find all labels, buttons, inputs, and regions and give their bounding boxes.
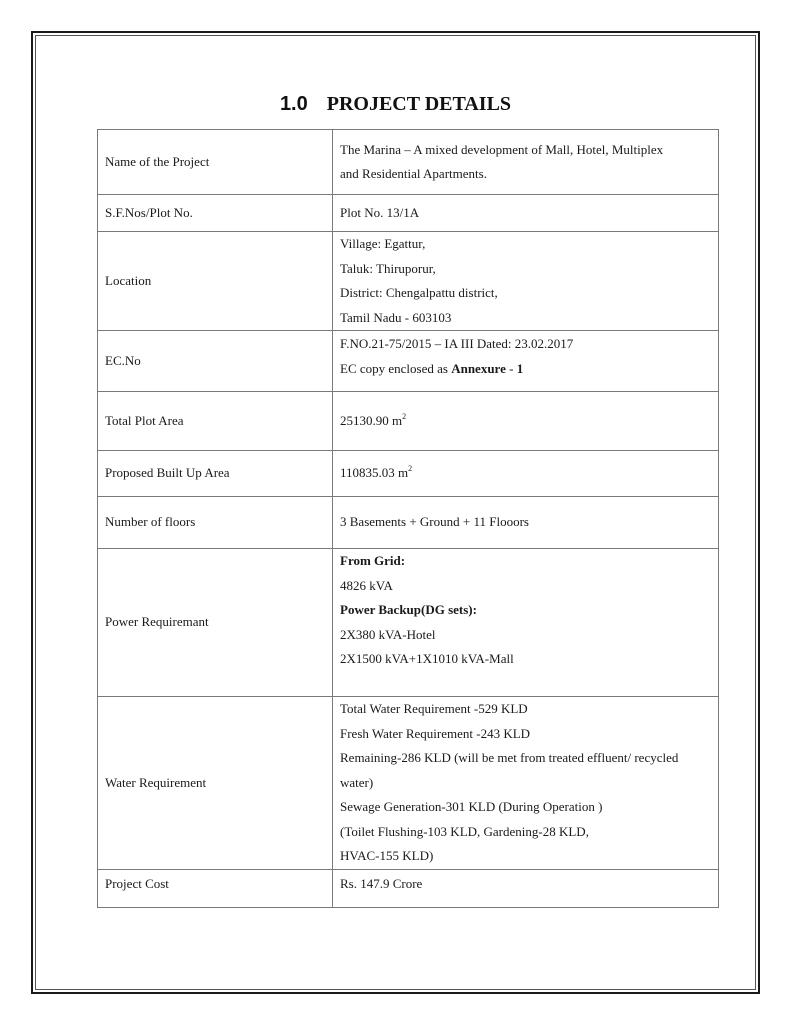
table-row bbox=[98, 392, 719, 451]
value-line: Sewage Generation-301 KLD (During Operation ) bbox=[340, 799, 603, 814]
grid-heading: From Grid: bbox=[340, 553, 406, 568]
table-row bbox=[98, 869, 719, 907]
section-title bbox=[0, 93, 791, 116]
backup-line: 2X1500 kVA+1X1010 kVA-Mall bbox=[340, 651, 514, 666]
annexure-separator: - bbox=[505, 360, 517, 376]
row-value bbox=[333, 392, 719, 451]
table-row bbox=[98, 331, 719, 392]
table-row bbox=[98, 497, 719, 549]
value-line bbox=[340, 357, 718, 382]
value-line: F.NO.21-75/2015 – IA III Dated: 23.02.2017 bbox=[340, 336, 574, 351]
row-label: Power Requiremant bbox=[98, 549, 333, 697]
row-label: Total Plot Area bbox=[98, 392, 333, 451]
value-line: Tamil Nadu - 603103 bbox=[340, 309, 452, 325]
row-value bbox=[333, 869, 719, 907]
row-value bbox=[333, 195, 719, 232]
row-label: Project Cost bbox=[98, 869, 333, 907]
area-value: 110835.03 m bbox=[340, 465, 409, 481]
row-label: Number of floors bbox=[98, 497, 333, 549]
value-line: Plot No. 13/1A bbox=[340, 204, 420, 220]
annexure-label: Annexure bbox=[451, 360, 506, 376]
value-line: HVAC-155 KLD) bbox=[340, 848, 434, 863]
row-label: EC.No bbox=[98, 331, 333, 392]
value-line: and Residential Apartments. bbox=[340, 166, 487, 181]
project-details-table bbox=[97, 129, 719, 908]
backup-heading: Power Backup(DG sets): bbox=[340, 602, 477, 617]
table-row bbox=[98, 549, 719, 697]
value-line: Rs. 147.9 Crore bbox=[340, 875, 423, 891]
table-row bbox=[98, 232, 719, 331]
row-value bbox=[333, 549, 719, 697]
value-line: 3 Basements + Ground + 11 Flooors bbox=[340, 514, 529, 530]
value-line: Village: Egattur, bbox=[340, 236, 426, 251]
row-value bbox=[333, 130, 719, 195]
unit-superscript: 2 bbox=[402, 411, 407, 421]
unit-superscript: 2 bbox=[408, 464, 413, 474]
row-value bbox=[333, 697, 719, 870]
value-line: water) bbox=[340, 774, 374, 790]
row-label: S.F.Nos/Plot No. bbox=[98, 195, 333, 232]
row-value bbox=[333, 497, 719, 549]
row-label: Water Requirement bbox=[98, 697, 333, 870]
row-label: Proposed Built Up Area bbox=[98, 451, 333, 497]
table-row bbox=[98, 195, 719, 232]
value-line: Fresh Water Requirement -243 KLD bbox=[340, 725, 531, 741]
table-row bbox=[98, 130, 719, 195]
value-line: The Marina – A mixed development of Mall, Hotel, Multiplex bbox=[340, 141, 664, 157]
area-value: 25130.90 m bbox=[340, 412, 403, 428]
value-line: Remaining-286 KLD (will be met from treated effluent/ recycled bbox=[340, 750, 679, 765]
row-value bbox=[333, 331, 719, 392]
section-heading: PROJECT DETAILS bbox=[326, 93, 512, 115]
table-row bbox=[98, 451, 719, 497]
annexure-number: 1 bbox=[516, 360, 524, 376]
ec-copy-prefix: EC copy enclosed as bbox=[340, 360, 452, 376]
row-value bbox=[333, 232, 719, 331]
row-label: Location bbox=[98, 232, 333, 331]
grid-value: 4826 kVA bbox=[340, 577, 393, 593]
value-line: Taluk: Thiruporur, bbox=[340, 260, 436, 276]
row-value bbox=[333, 451, 719, 497]
value-line: Total Water Requirement -529 KLD bbox=[340, 701, 528, 716]
table-row bbox=[98, 697, 719, 870]
backup-line: 2X380 kVA-Hotel bbox=[340, 626, 436, 642]
value-line: District: Chengalpattu district, bbox=[340, 285, 498, 300]
value-line: (Toilet Flushing-103 KLD, Gardening-28 KLD, bbox=[340, 823, 589, 839]
section-number: 1.0 bbox=[279, 93, 308, 115]
row-label: Name of the Project bbox=[98, 130, 333, 195]
